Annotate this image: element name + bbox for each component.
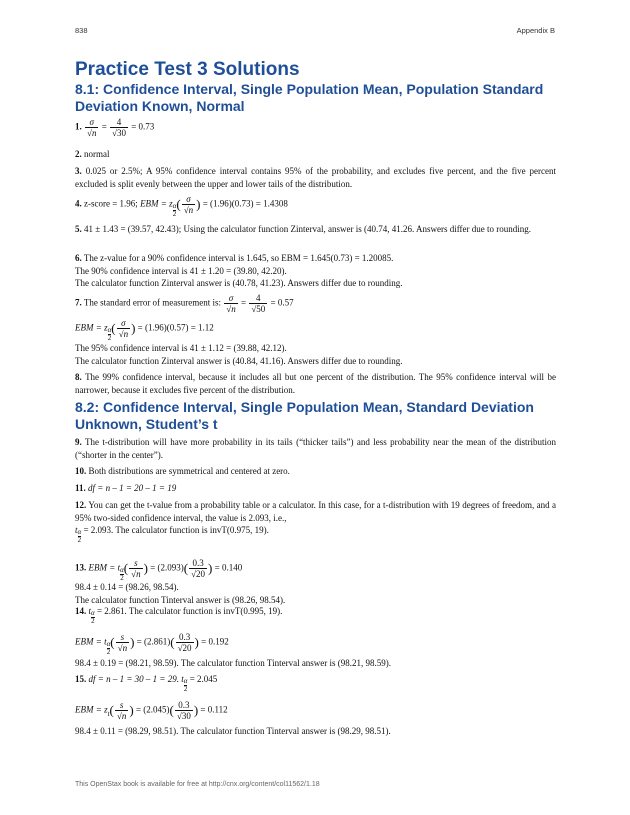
answer-15-ebm: EBM = zt( $\frac{s}{√n}$ ) = (2.045)( $\frac{0.3}{√30}$ ) = 0.112 <box>75 700 228 721</box>
answer-12: 12. You can get the t-value from a probability table or a calculator. In this case, for a t-distribution with 19 degrees of freedom, and a 95% two-sided confidence interval, the value is 2.093, i.e., <box>75 500 556 523</box>
section-heading-8-1: 8.1: Confidence Interval, Single Population Mean, Population Standard Deviation Known, Normal <box>75 81 544 114</box>
answer-8: 8. The 99% confidence interval, because it includes all but one percent of the distribution. The 95% confidence interval will be narrower, because it excludes five percent of the distribution. <box>75 372 557 395</box>
four-over-root-30: $\frac{4}{√30}$ <box>112 117 126 138</box>
section-label: Appendix B <box>516 26 555 35</box>
sigma-over-root-n: $\frac{\sigma}{√n}$ <box>87 117 97 138</box>
answer-7: 7. The standard error of measurement is: $\frac{\sigma}{√n}$ = $\frac{4}{√50}$ = 0.57 <box>75 293 294 314</box>
section-heading-8-2: 8.2: Confidence Interval, Single Population Mean, Standard Deviation Unknown, Student’s t <box>75 399 534 432</box>
answer-11: 11. df = n – 1 = 20 – 1 = 19 <box>75 483 177 493</box>
answer-7-result: The 95% confidence interval is 41 ± 1.12 = (39.88, 42.12). The calculator function Zinterval answer is (40.84, 41.16). Answers differ due to rounding. <box>75 343 403 366</box>
answer-15-result: 98.4 ± 0.11 = (98.29, 98.51). The calculator function Tinterval answer is (98.29, 98.51). <box>75 726 391 736</box>
answer-14-result: 98.4 ± 0.19 = (98.21, 98.59). The calculator function Tinterval answer is (98.21, 98.59). <box>75 658 392 668</box>
answer-3: 3. 0.025 or 2.5%; A 95% confidence interval contains 95% of the probability, and excludes five percent, and the five percent excluded is split evenly between the upper and lower tails of the distribution. <box>75 166 557 189</box>
page-number: 838 <box>75 26 88 35</box>
answer-9: 9. The t-distribution will have more probability in its tails (“thicker tails”) and less probability near the mean of the distribution (“shorter in the center”). <box>75 437 556 460</box>
answer-15: 15. df = n – 1 = 30 – 1 = 29. t $\frac{\alpha}{2} = 2.045$ <box>75 674 218 693</box>
answer-1: 1. $\frac{\sigma}{√n}$ = $\frac{4}{√30}$ = 0.73 <box>75 117 155 138</box>
answer-10: 10. Both distributions are symmetrical and centered at zero. <box>75 466 290 476</box>
answer-4: 4. z-score = 1.96; EBM = z $\frac{\alpha}{2}$( $\frac{\sigma}{√n}$ ) = (1.96)(0.73) = 1.4308 <box>75 194 288 218</box>
answer-2: 2. normal <box>75 149 110 159</box>
page-title: Practice Test 3 Solutions <box>75 59 300 80</box>
answer-13-result: 98.4 ± 0.14 = (98.26, 98.54). The calculator function Tinterval answer is (98.26, 98.54). <box>75 582 286 605</box>
answer-6: 6. The z-value for a 90% confidence interval is 1.645, so EBM = 1.645(0.73) = 1.20085. The 90% confidence interval is 41 ± 1.20 = (39.80, 42.20). The calculator function Zinterval answer is (40.78, 41.23). Answers differ due to rounding. <box>75 253 403 288</box>
answer-14-ebm: EBM = t $\frac{\alpha}{2}$( $\frac{s}{√n}$ ) = (2.861)( $\frac{0.3}{√20}$ ) = 0.192 <box>75 632 229 656</box>
answer-13: 13. EBM = t $\frac{\alpha}{2}$( $\frac{s}{√n}$ ) = (2.093)( $\frac{0.3}{√20}$ ) = 0.140 <box>75 558 243 582</box>
answer-5: 5. 41 ± 1.43 = (39.57, 42.43); Using the calculator function Zinterval, answer is (40.74, 41.26. Answers differ due to rounding. <box>75 224 532 234</box>
answer-14: 14. t $\frac{\alpha}{2} = 2.861$. The calculator function is invT(0.995, 19). <box>75 606 283 625</box>
footer-note: This OpenStax book is available for free at http://cnx.org/content/col11562/1.18 <box>75 781 320 788</box>
answer-12-t: t $\frac{\alpha}{2} = 2.093$. The calculator function is invT(0.975, 19). <box>75 525 269 544</box>
answer-7-ebm: EBM = z $\frac{\alpha}{2}$( $\frac{\sigma}{√n}$ ) = (1.96)(0.57) = 1.12 <box>75 318 214 342</box>
